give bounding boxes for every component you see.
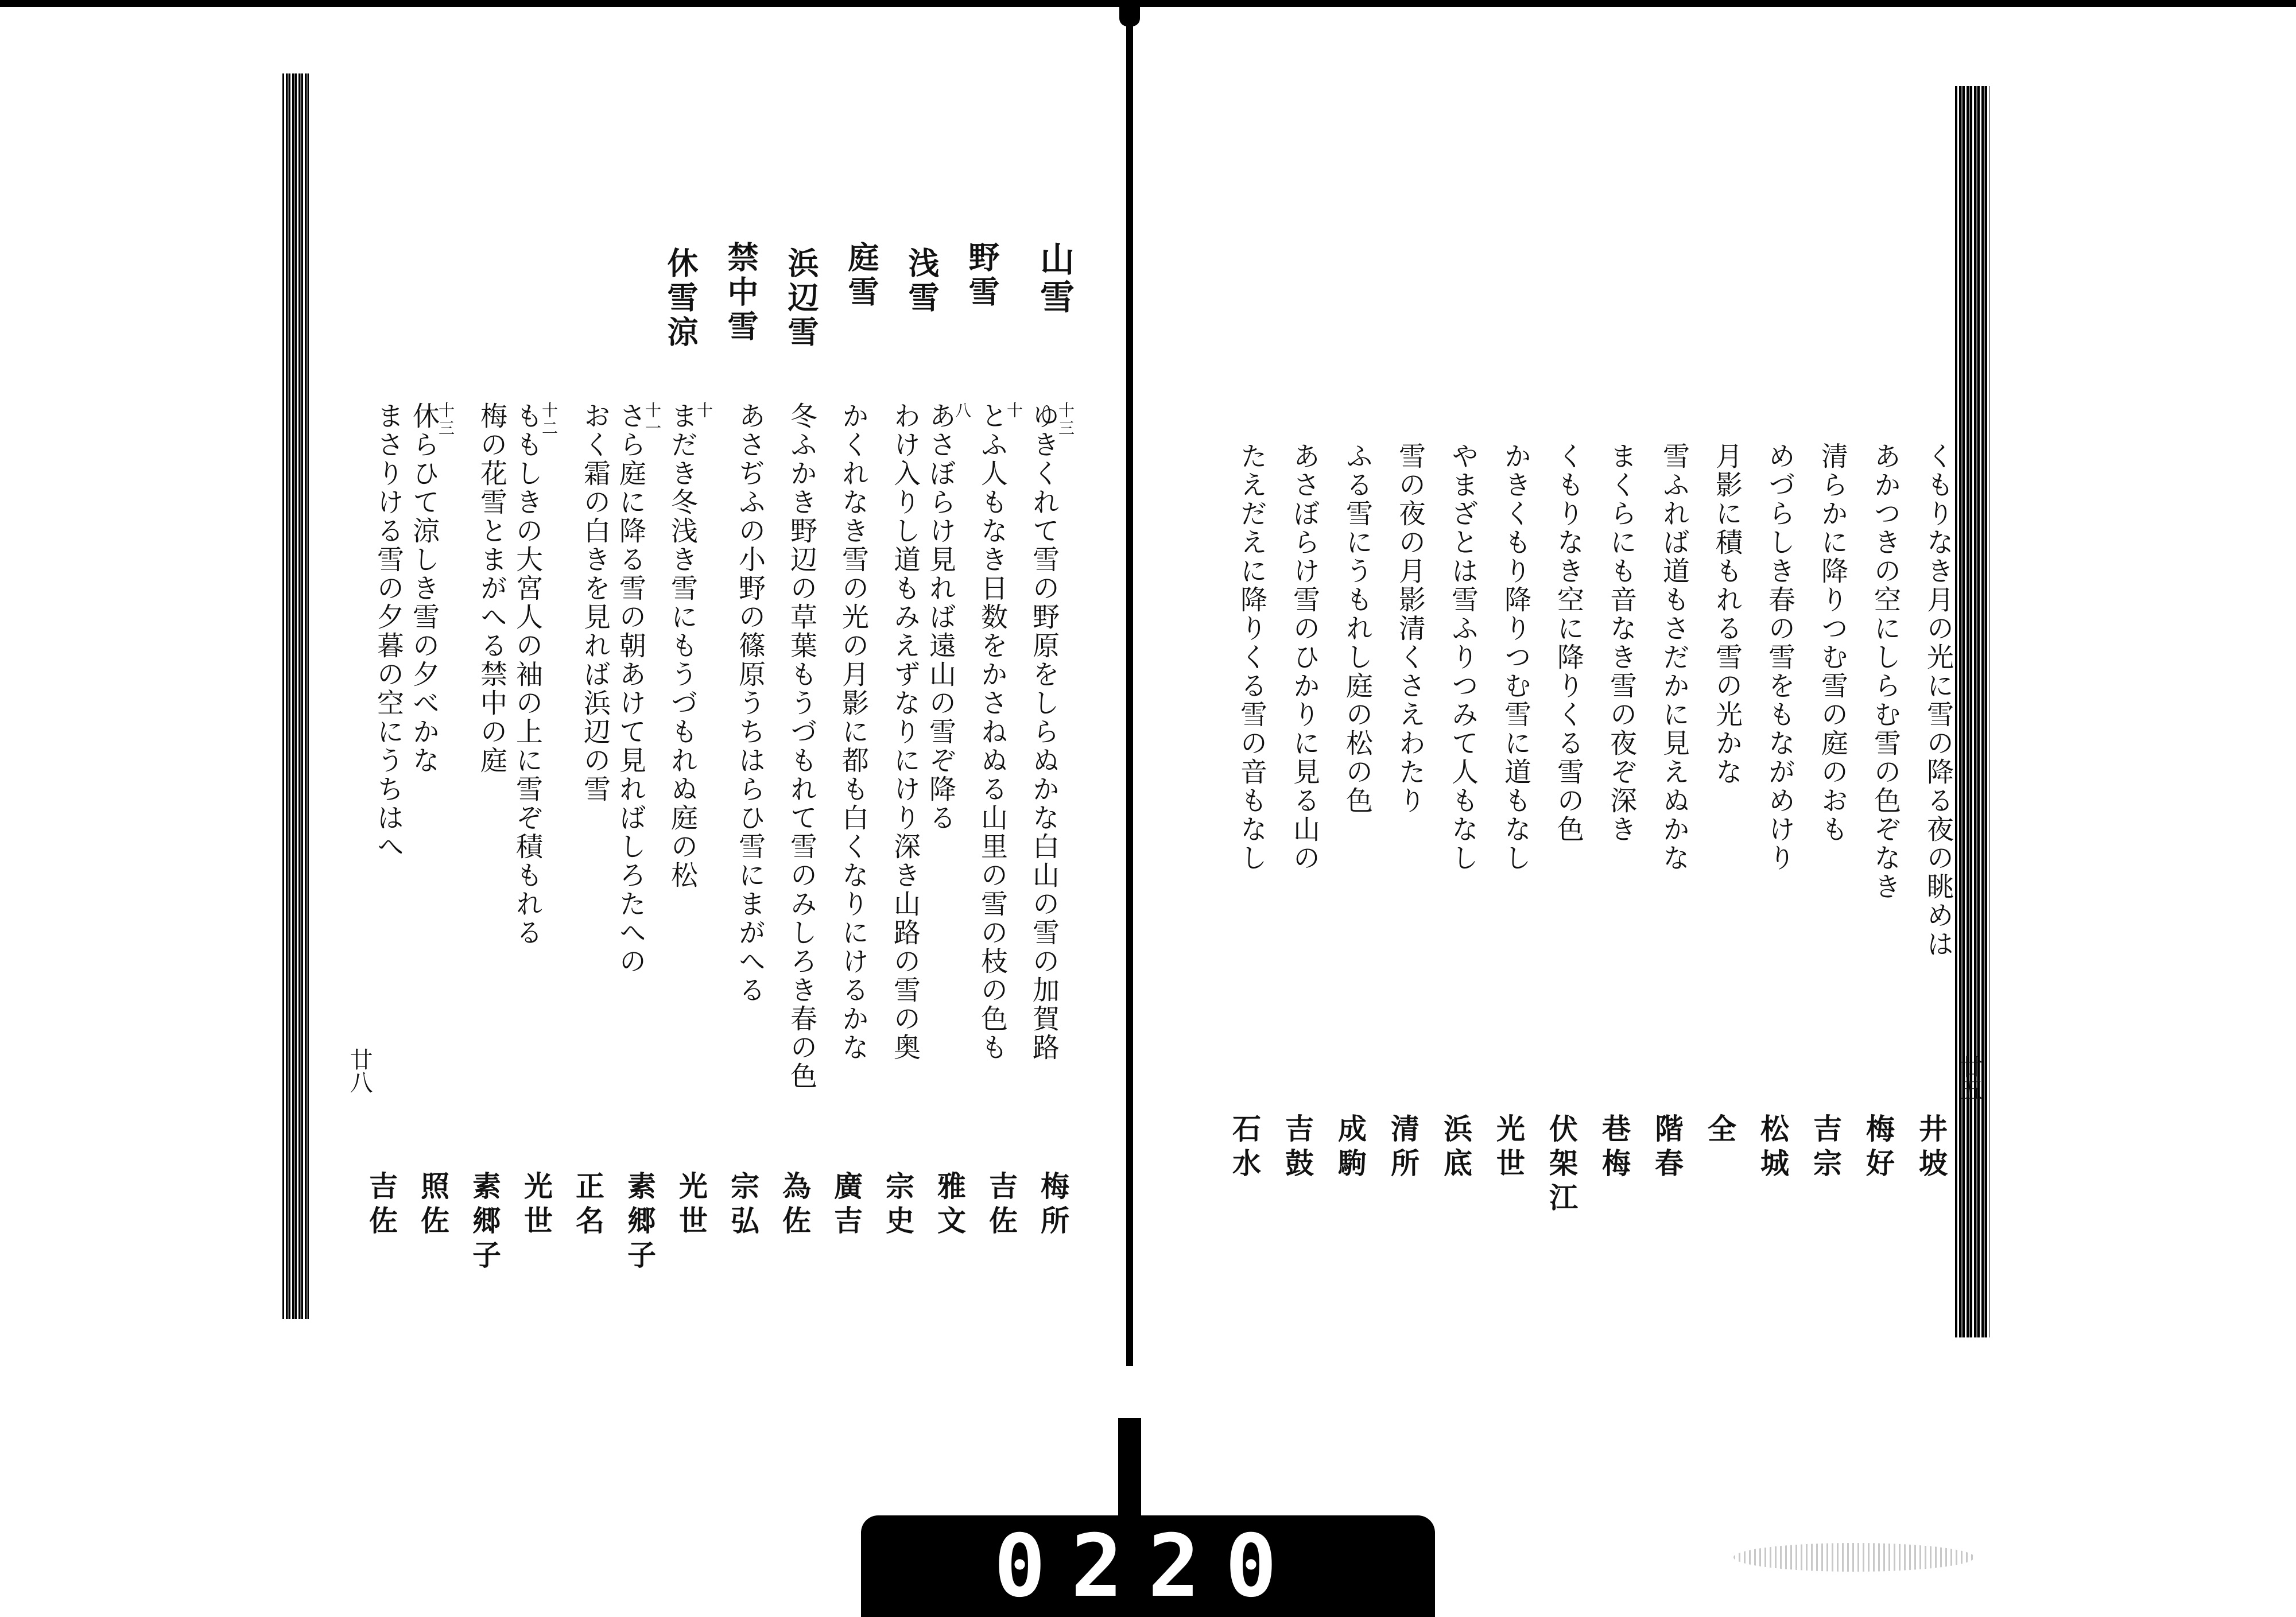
frame-counter-bar: [861, 1515, 1435, 1617]
verse-body: 冬ふかき野辺の草葉もうづもれて雪のみしろき春の色: [786, 402, 817, 1091]
verse-text: [511, 402, 557, 1424]
verse-body: あさぢふの小野の篠原うちはらひ雪にまがへる: [734, 402, 766, 1005]
verse-column: 清らかに降りつむ雪の庭のおも: [1817, 442, 1848, 844]
poet-name: 廣吉: [829, 1171, 863, 1240]
right-page-edge: [1955, 86, 1989, 1337]
verse-text: [976, 402, 1022, 1424]
poet-name: 巷梅: [1597, 1114, 1631, 1182]
verse-body: あさぼらけ見れば遠山の雪ぞ降る: [925, 402, 956, 832]
verse-column: めづらしき春の雪をもながめけり: [1764, 442, 1795, 873]
verse-text: [476, 402, 507, 775]
folio-number: 廿五: [1956, 1055, 1983, 1101]
verse-column: 月影に積もれる雪の光かな: [1711, 442, 1743, 786]
verse-body: 休らひて涼しき雪の夕べかな: [408, 402, 440, 775]
right-page: [1177, 344, 1983, 1355]
left-page: [321, 218, 1075, 1286]
verse-body: かくれなき雪の光の月影に都も白くなりにけるかな: [837, 402, 869, 1062]
verse-column: あかつきの空にしらむ雪の色ぞなき: [1870, 442, 1901, 901]
poet-name: 吉佐: [984, 1171, 1018, 1240]
verse-text: [1028, 402, 1073, 1424]
poet-name: 素郷子: [468, 1171, 502, 1274]
verse-column: やまざとは雪ふりつみて人もなし: [1447, 442, 1479, 873]
verse-text: [925, 402, 970, 1424]
folio-number: 廿八: [346, 1048, 373, 1093]
poet-name: 石水: [1228, 1114, 1262, 1182]
subheading: 浅雪: [903, 247, 940, 316]
verse-number: 十三: [436, 402, 455, 437]
scan-smudge: [1733, 1543, 1975, 1572]
verse-number: 十: [1004, 402, 1023, 420]
poet-name: 伏架江: [1545, 1114, 1578, 1217]
verse-text: [734, 402, 766, 1005]
subheading: 休雪涼: [662, 247, 699, 350]
section-title: 山雪: [1034, 241, 1075, 317]
verse-column: 雪の夜の月影清くさえわたり: [1394, 442, 1426, 815]
verse-number: 八: [953, 402, 972, 420]
verse-body: まさりける雪の夕暮の空にうちはへ: [373, 402, 404, 861]
verse-column: まくらにも音なき雪の夜ぞ深き: [1605, 442, 1637, 844]
verse-body: とふ人もなき日数をかさねぬる山里の雪の枝の色も: [976, 402, 1008, 1062]
poet-name: 階春: [1650, 1114, 1684, 1182]
book-gutter: [1126, 0, 1133, 1366]
poet-name: 全: [1703, 1114, 1737, 1148]
poet-name: 吉佐: [364, 1171, 398, 1240]
poet-name: 光世: [674, 1171, 708, 1240]
verse-text: [373, 402, 404, 861]
poet-name: 梅所: [1036, 1171, 1070, 1240]
poet-name: 雅文: [933, 1171, 967, 1240]
verse-column: くもりなき月の光に雪の降る夜の眺めは: [1922, 442, 1954, 959]
verse-number: 十一: [643, 402, 662, 437]
verse-body: わけ入りし道もみえずなりにけり深き山路の雪の奥: [889, 402, 921, 1062]
verse-text: [666, 402, 712, 1424]
verse-body: 梅の花雪とまがへる禁中の庭: [476, 402, 507, 775]
poet-name: 浜底: [1439, 1114, 1473, 1182]
poet-name: 光世: [519, 1171, 553, 1240]
subheading: 浜辺雪: [783, 247, 820, 350]
verse-text: [889, 402, 921, 1062]
frame-counter: 0220: [994, 1516, 1302, 1616]
verse-number: 十二: [540, 402, 559, 437]
poet-name: 為佐: [778, 1171, 812, 1240]
poet-name: 正名: [571, 1171, 605, 1240]
poet-name: 松城: [1756, 1114, 1790, 1182]
poet-name: 光世: [1492, 1114, 1526, 1182]
verse-column: あさぼらけ雪のひかりに見る山の: [1289, 442, 1320, 873]
left-page-edge: [282, 73, 309, 1319]
verse-body: ももしきの大宮人の袖の上に雪ぞ積もれる: [511, 402, 543, 947]
poet-name: 素郷子: [623, 1171, 657, 1274]
poet-name: 成駒: [1333, 1114, 1367, 1182]
poet-name: 吉宗: [1809, 1114, 1843, 1182]
verse-text: [408, 402, 453, 1424]
poet-name: 宗史: [881, 1171, 915, 1240]
verse-column: かきくもり降りつむ雪に道もなし: [1500, 442, 1531, 873]
verse-text: [579, 402, 611, 804]
poet-name: 吉鼓: [1281, 1114, 1314, 1182]
verse-number: 十: [695, 402, 713, 420]
subheading: 禁中雪: [723, 241, 759, 344]
verse-body: ゆきくれて雪の野原をしらぬかな白山の雪の加賀路: [1028, 402, 1060, 1062]
poet-name: 梅好: [1861, 1114, 1895, 1182]
poet-name: 照佐: [416, 1171, 450, 1240]
verse-column: 雪ふれば道もさだかに見えぬかな: [1658, 442, 1690, 873]
verse-body: まだき冬浅き雪にもうづもれぬ庭の松: [666, 402, 698, 890]
verse-text: [837, 402, 869, 1062]
scan-top-border: [0, 0, 2296, 7]
verse-column: [339, 402, 402, 1424]
verse-body: さら庭に降る雪の朝あけて見ればしろたへの: [615, 402, 646, 976]
verse-column: たえだえに降りくる雪の音もなし: [1236, 442, 1267, 873]
poet-name: 宗弘: [726, 1171, 760, 1240]
verse-text: [786, 402, 817, 1091]
poet-name: 清所: [1386, 1114, 1420, 1182]
verse-number: 十三: [1056, 402, 1075, 437]
verse-column: ふる雪にうもれし庭の松の色: [1341, 442, 1373, 815]
verse-body: おく霜の白きを見れば浜辺の雪: [579, 402, 611, 804]
subheading: 庭雪: [843, 241, 880, 310]
subheading: 野雪: [964, 241, 1000, 310]
poet-name: 井坡: [1914, 1114, 1948, 1182]
verse-column: くもりなき空に降りくる雪の色: [1553, 442, 1584, 844]
